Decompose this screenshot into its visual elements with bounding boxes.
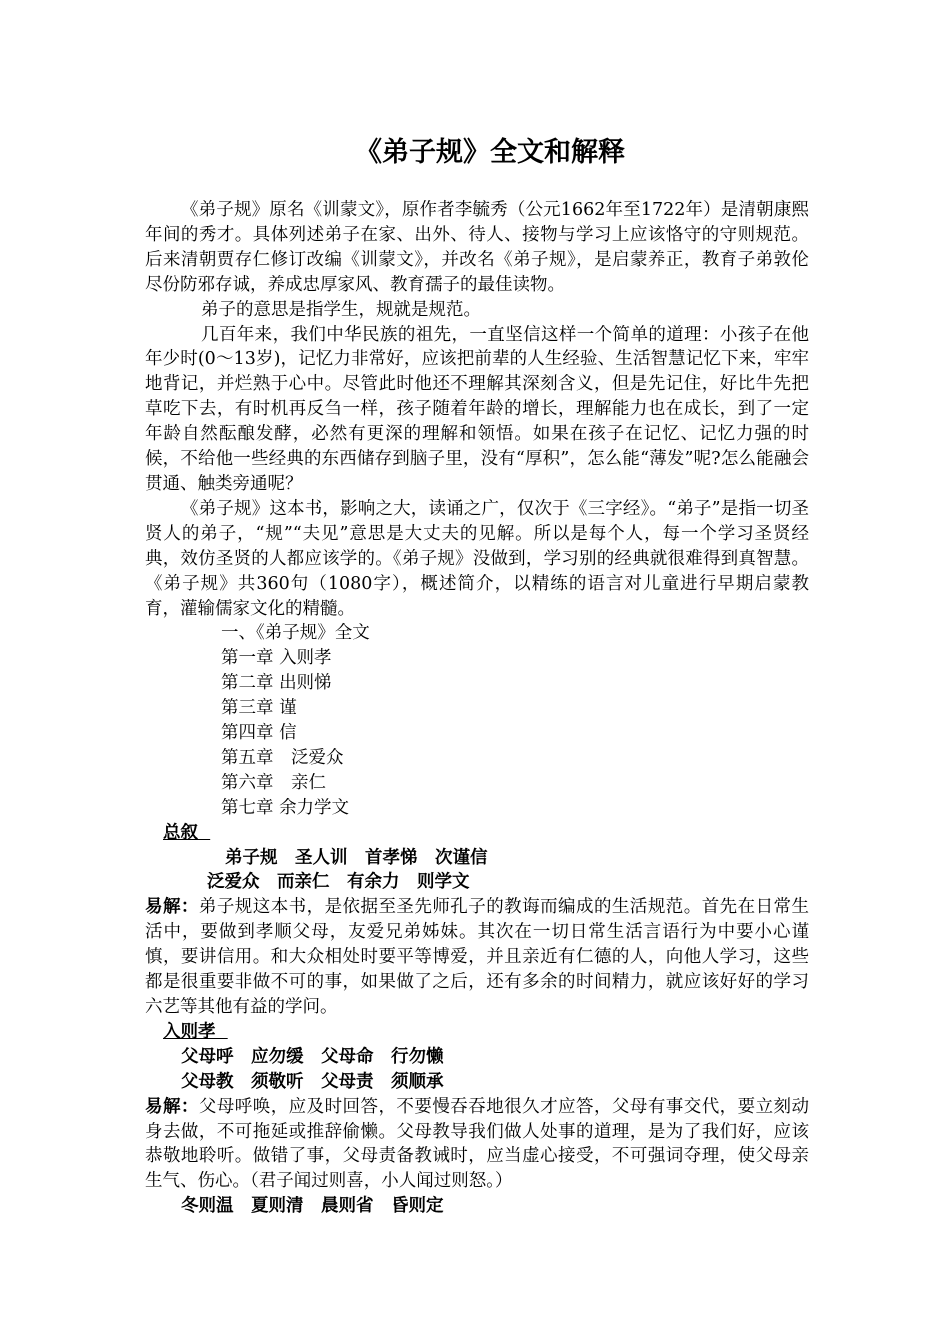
- document-body: [145, 198, 809, 1219]
- table-of-contents: [145, 621, 809, 820]
- toc-item: 第三章 谨: [221, 698, 297, 719]
- explanation-text: 父母呼唤，应及时回答，不要慢吞吞地很久才应答，父母有事交代，要立刻动身去做，不可拖延或推辞偷懒。父母教导我们做人处事的道理，是为了我们好，应该恭敬地聆听。做错了事，父母责备教诫时，应当虚心接受，不可强词夺理，使父母亲生气、伤心。（君子闻过则喜，小人闻过则怒。）: [145, 1096, 809, 1192]
- toc-item: 第四章 信: [221, 723, 297, 744]
- explanation-text: 弟子规这本书，是依据至圣先师孔子的教诲而编成的生活规范。首先在日常生活中，要做到孝顺父母，友爱兄弟姊妹。其次在一切日常生活言语行为中要小心谨慎，要讲信用。和大众相处时要平等博爱，并且亲近有仁德的人，向他人学习，这些都是很重要非做不可的事，如果做了之后，还有多余的时间精力，就应该好好的学习六艺等其他有益的学问。: [145, 897, 809, 1017]
- toc-item: 第七章 余力学文: [221, 797, 350, 818]
- intro-paragraph: 《弟子规》这本书，影响之大，读诵之广，仅次于《三字经》。“弟子”是指一切圣贤人的弟子，“规”“夫见”意思是大丈夫的见解。所以是每个人，每一个学习圣贤经典，效仿圣贤的人都应该学的。《弟子规》没做到，学习别的经典就很难得到真智慧。《弟子规》共360句（1080字），概述简介，以精练的语言对儿童进行早期启蒙教育，灌输儒家文化的精髓。: [145, 498, 809, 619]
- verse-line: 父母教 须敬听 父母责 须顺承: [181, 1071, 444, 1092]
- toc-item: 一、《弟子规》全文: [221, 623, 370, 644]
- intro-paragraph: 《弟子规》原名《训蒙文》，原作者李毓秀（公元1662年至1722年）是清朝康熙年间的秀才。具体列述弟子在家、出外、待人、接物与学习上应该恪守的守则规范。后来清朝贾存仁修订改编《训蒙文》，并改名《弟子规》，是启蒙养正，教育子弟敦伦尽份防邪存诚，养成忠厚家风、教育孺子的最佳读物。: [145, 200, 809, 295]
- verse-line: 冬则温 夏则清 晨则省 昏则定: [181, 1196, 444, 1217]
- section-heading-ruzexiao: 入则孝: [163, 1021, 216, 1042]
- explanation-label: 易解：: [145, 897, 199, 918]
- verse-line: 弟子规 圣人训 首孝悌 次谨信: [225, 847, 488, 868]
- explanation-label: 易解：: [145, 1096, 199, 1117]
- toc-item: 第五章 泛爱众: [221, 747, 344, 768]
- explanation-paragraph: [145, 1095, 809, 1195]
- section-heading-zongxu: 总叙: [163, 822, 198, 843]
- toc-item: 第六章 亲仁: [221, 772, 326, 793]
- intro-paragraph: 几百年来，我们中华民族的祖先，一直坚信这样一个简单的道理：小孩子在他年少时(0～13岁)，记忆力非常好，应该把前辈的人生经验、生活智慧记忆下来，牢牢地背记，并烂熟于心中。尽管此时他还不理解其深刻含义，但是先记住，好比牛先把草吃下去，有时机再反刍一样，孩子随着年龄的增长，理解能力也在成长，到了一定年龄自然酝酿发酵，必然有更深的理解和领悟。如果在孩子在记忆、记忆力强的时候，不给他一些经典的东西储存到脑子里，没有“厚积”，怎么能“薄发”呢?怎么能融会贯通、触类旁通呢？: [145, 324, 809, 494]
- intro-paragraph: 弟子的意思是指学生，规就是规范。: [201, 299, 481, 320]
- verse-line: 父母呼 应勿缓 父母命 行勿懒: [181, 1046, 444, 1067]
- toc-item: 第一章 入则孝: [221, 648, 332, 669]
- toc-item: 第二章 出则悌: [221, 673, 332, 694]
- document-title: 《弟子规》全文和解释: [355, 137, 625, 168]
- verse-line: 泛爱众 而亲仁 有余力 则学文: [207, 872, 470, 893]
- explanation-paragraph: [145, 895, 809, 1020]
